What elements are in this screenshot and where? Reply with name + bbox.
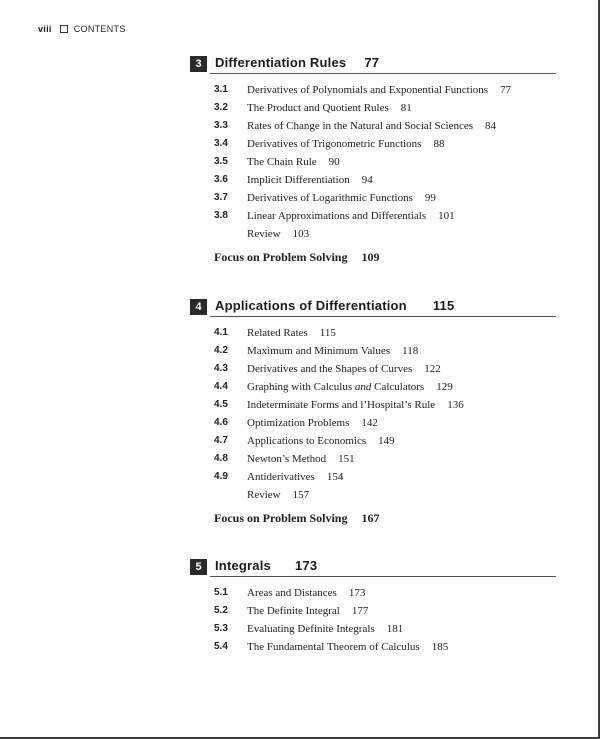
section-page: 84 (485, 120, 497, 132)
section-page: 88 (433, 138, 445, 150)
chapter-4 (190, 298, 556, 525)
section-page: 181 (386, 623, 404, 635)
section-title: Derivatives of Logarithmic Functions (247, 192, 413, 204)
section-page: 185 (431, 641, 449, 653)
chapter-rule (210, 73, 556, 74)
section-page: 173 (348, 587, 366, 599)
chapter-page: 173 (294, 558, 318, 573)
section-page: 122 (424, 363, 441, 375)
section-title: Newton’s Method (247, 453, 327, 465)
chapter-rule (210, 316, 556, 317)
section-page: 115 (319, 327, 336, 339)
section-title: Areas and Distances (247, 587, 337, 599)
chapter-number-badge: 4 (190, 299, 207, 315)
section-page: 90 (328, 156, 340, 168)
section-page: 177 (351, 605, 369, 617)
section-title-part: Calculators (371, 381, 425, 393)
section-title: Indeterminate Forms and l’Hospital’s Rule (247, 399, 436, 411)
section-number: 4.6 (214, 417, 228, 428)
focus-on-problem-solving[interactable] (214, 511, 379, 526)
section-title: The Fundamental Theorem of Calculus (247, 641, 420, 653)
chapter-title-text: Applications of Differentiation (215, 298, 407, 313)
square-bullet-icon (60, 25, 68, 33)
section-title: Derivatives of Trigonometric Functions (247, 138, 422, 150)
section-page: 129 (436, 381, 453, 393)
section-number: 3.3 (214, 120, 228, 131)
chapter-5 (190, 558, 556, 653)
section-page: 103 (292, 228, 310, 240)
section-title-italic: and (354, 381, 372, 393)
section-number: 3.5 (214, 156, 228, 167)
section-page: 157 (292, 489, 310, 501)
section-number: 3.7 (214, 192, 228, 203)
section-title: Applications to Economics (247, 435, 367, 447)
section-number: 4.2 (214, 345, 228, 356)
section-title: Implicit Differentiation (247, 174, 350, 186)
section-page: 99 (424, 192, 436, 204)
running-head-label: CONTENTS (73, 24, 126, 34)
section-title: Maximum and Minimum Values (247, 345, 391, 357)
section-number: 4.7 (214, 435, 228, 446)
section-number: 3.8 (214, 210, 228, 221)
section-title-part: Graphing with Calculus (247, 381, 355, 393)
section-page: 149 (378, 435, 395, 447)
section-title: Rates of Change in the Natural and Social Sciences (247, 120, 474, 132)
section-number: 5.1 (214, 587, 228, 598)
section-title: Review (247, 489, 281, 501)
focus-on-problem-solving[interactable] (214, 250, 379, 265)
chapter-title[interactable] (215, 558, 317, 573)
section-title: The Definite Integral (247, 605, 340, 617)
chapter-number-badge: 5 (190, 559, 207, 575)
section-number: 5.4 (214, 641, 228, 652)
running-head (38, 24, 126, 34)
chapter-title[interactable] (215, 55, 379, 70)
section-number: 4.1 (214, 327, 228, 338)
chapter-page: 115 (432, 298, 455, 313)
focus-title: Focus on Problem Solving (214, 250, 348, 264)
focus-page: 109 (361, 250, 380, 264)
chapter-header (190, 299, 556, 316)
section-title (247, 381, 424, 393)
section-title: The Product and Quotient Rules (247, 102, 389, 114)
section-number: 4.4 (214, 381, 228, 392)
focus-page: 167 (361, 511, 380, 525)
section-number: 4.5 (214, 399, 228, 410)
chapter-header (190, 56, 556, 73)
section-title: Derivatives and the Shapes of Curves (247, 363, 413, 375)
chapter-header (190, 559, 556, 576)
section-title: Antiderivatives (247, 471, 315, 483)
section-page: 142 (361, 417, 378, 429)
section-page: 81 (400, 102, 412, 114)
section-number: 5.3 (214, 623, 228, 634)
chapter-rule (210, 576, 556, 577)
section-title: Evaluating Definite Integrals (247, 623, 375, 635)
section-title: Optimization Problems (247, 417, 350, 429)
section-number: 3.1 (214, 84, 228, 95)
chapter-title-text: Integrals (215, 558, 271, 573)
section-page: 77 (500, 84, 512, 96)
focus-title: Focus on Problem Solving (214, 511, 348, 525)
chapter-3 (190, 55, 556, 264)
section-page: 136 (447, 399, 464, 411)
section-page: 101 (438, 210, 455, 222)
section-title: Linear Approximations and Differentials (247, 210, 427, 222)
section-page: 154 (326, 471, 344, 483)
section-number: 4.8 (214, 453, 228, 464)
section-number: 3.6 (214, 174, 228, 185)
chapter-title-text: Differentiation Rules (215, 55, 347, 70)
running-head-page-number: viii (38, 24, 52, 34)
chapter-page: 77 (364, 55, 380, 70)
section-title: Derivatives of Polynomials and Exponential Functions (247, 84, 489, 96)
section-page: 94 (361, 174, 373, 186)
section-number: 4.3 (214, 363, 228, 374)
section-page: 118 (402, 345, 419, 357)
section-title: The Chain Rule (247, 156, 317, 168)
chapter-title[interactable] (215, 298, 454, 313)
section-number: 3.2 (214, 102, 228, 113)
section-number: 3.4 (214, 138, 228, 149)
section-title: Review (247, 228, 281, 240)
section-title: Related Rates (247, 327, 308, 339)
chapter-number-badge: 3 (190, 56, 207, 72)
section-number: 5.2 (214, 605, 228, 616)
section-page: 151 (338, 453, 355, 465)
section-number: 4.9 (214, 471, 228, 482)
